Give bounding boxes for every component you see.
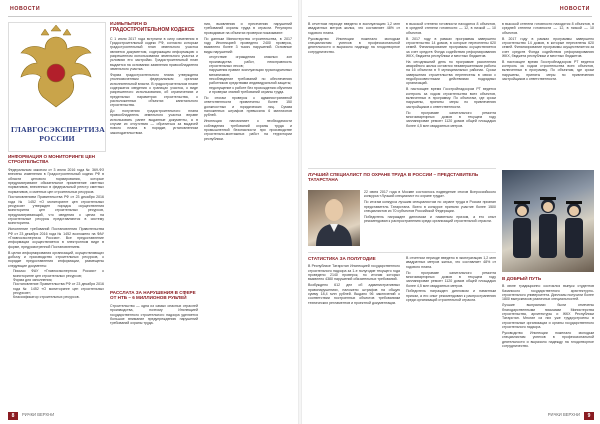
page-number-left: 8: [8, 412, 18, 420]
glavgosexpertiza-logo: [8, 22, 106, 152]
paragraph: В 2017 году в рамках программы завершено строительство 14 домов, в которые переселены 620 семей. Финансирование программы осуществляется за счет средств Фонда содействия реформированию ЖКХ, бюджета республики и местных бюджетов.: [406, 36, 496, 58]
paragraph: Возбуждено 612 дел об административных правонарушениях, наложено штрафов на общую сумму 18,4 млн рублей. Выдано 96 заключений о соответствии построенных объектов требованиям технических регламентов и проектной документации.: [308, 283, 400, 305]
paragraph: В настоящее время Госстройнадзором РТ ведется контроль за ходом строительства всех объектов, включенных в программу. По объектам, где сроки нарушены, приняты меры по привлечению застройщиков к ответственности.: [406, 87, 496, 109]
paragraph: в высокой степени готовности находятся 8 объектов, в средней степени готовности — 12, в низкой — 10 объектов.: [406, 22, 496, 35]
documents-list: [8, 269, 104, 299]
paragraph: На сегодняшний день по программе расселения аварийного жилья остаются незавершенными работы на 16 объектах в 9 муниципальных районах. Сроки завершения строительства перенесены в связи с недобросовестными действиями подрядных организаций.: [406, 59, 496, 86]
paragraph: Лучшие выпускники были отмечены благодарственными письмами Министерства строительства, архитектуры и ЖКХ Республики Татарстан. Многие из них уже трудоустроены в строительные организации и органы государственного строительного надзора.: [502, 303, 594, 329]
feature-text: [364, 190, 496, 248]
running-head-left: НОВОСТИ: [10, 6, 41, 12]
good-luck-heading: В ДОБРЫЙ ПУТЬ: [502, 276, 542, 281]
paragraph: Строительство — одна из самых опасных отраслей производства, поэтому Инспекцией государственного строительного надзора уделяется большое внимание предупреждению нарушений требований охраны труда.: [110, 303, 198, 326]
right-col-3: [502, 276, 594, 406]
section-divider: [308, 168, 496, 169]
page-number-right: 9: [584, 412, 594, 420]
eagle-emblem-icon: [9, 23, 103, 123]
paragraph: Победитель награжден дипломом и памятным призом, а его опыт рекомендован к распространению среди организаций строительной отрасли.: [406, 289, 496, 303]
header-rule: [308, 16, 592, 17]
footer-right: РИЧКИ ВЕРХНИ: [547, 412, 580, 417]
paragraph: В отчетном периоде введено в эксплуатацию 1,2 млн квадратных метров жилья, что составляет 48% от годового плана.: [406, 256, 496, 269]
paragraph: Форма градостроительного плана утверждена уполномоченным федеральным органом исполнительной власти. В градостроительном плане содержатся сведения о границах участка, о виде разрешенного использования, об ограничениях и предельных параметрах строительства, о расположенных объектах капитального строительства.: [110, 72, 198, 108]
paragraph: Руководство Инспекции пожелало молодым специалистам успехов в профессиональной деятельности и выразило надежду на плодотворное сотрудничество.: [308, 36, 400, 54]
logo-caption: ГЛАВГОСЭКСПЕРТИЗА РОССИИ: [11, 125, 105, 143]
paragraph: В целях информирования организаций, осуществляющих добычу и производство строительных ресурсов, о порядке предоставления информации, размещены следующие документы:: [8, 250, 104, 268]
section-divider: [308, 252, 496, 253]
list-item: • недопущение к работе без прохождения обучения и проверки знаний требований охраны труда.: [209, 86, 292, 95]
person-portrait-icon: [308, 190, 360, 246]
list-item: • Форма для заполнения;: [13, 278, 104, 282]
right-page: [302, 0, 600, 424]
list-item: • нарушения правил эксплуатации грузоподъемных механизмов;: [209, 68, 292, 77]
paragraph: ния, выявлению и пресечению нарушений требований охраны труда в отрасли. Регулярно проводимые на объектах проверки показывают:: [204, 22, 292, 35]
left-col-2b: [110, 290, 198, 406]
paragraph: По программе капитального ремонта многоквартирных домов в текущем году запланирован ремонт 1120 домов общей площадью более 4,5 млн квадратных метров.: [406, 110, 496, 128]
right-col-1: [406, 22, 496, 164]
fines-heading: РАССЛАТА ЗА НАРУШЕНИЯ В СФЕРЕ ОТ НТБ – 6 МИЛЛИОНОВ РУБЛЕЙ: [110, 290, 196, 301]
stats-col-a: [308, 256, 400, 406]
paragraph: В Республике Татарстан Инспекцией государственного строительного надзора за 1-е полугодие текущего года проведено 2140 проверок, по итогам которых выявлено 4380 нарушений обязательных требований.: [308, 264, 400, 282]
left-col-2: [110, 22, 198, 284]
running-head-right: НОВОСТИ: [559, 6, 590, 12]
left-page: [0, 0, 298, 424]
right-col-2: [502, 22, 594, 164]
list-item: • отсутствие ограждения опасных зон производства работ, неисправность строительных лесов;: [209, 55, 292, 68]
stats-heading: СТАТИСТИКА ЗА ПОЛУГОДИЕ: [308, 256, 376, 261]
paragraph: В июне традиционно состоялся выпуск студентов Казанского государственного архитектурно-строительного университета. Дипломы получили более 1800 выпускников различных специальностей.: [502, 284, 594, 302]
paragraph: Инспекция напоминает о необходимости соблюдения требований охраны труда и промышленной безопасности при производстве строительно-монтажных работ на территории республики.: [204, 119, 292, 141]
paragraph: в высокой степени готовности находятся 8 объектов, в средней степени готовности — 12, в низкой — 10 объектов.: [502, 22, 594, 35]
best-specialist-heading: ЛУЧШИЙ СПЕЦИАЛИСТ ПО ОХРАНЕ ТРУДА В РОССИИ – ПРЕДСТАВИТЕЛЬ ТАТАРСТАНА: [308, 172, 479, 183]
stats-col-b: [406, 256, 496, 406]
monitoring-heading: ИНФОРМАЦИЯ О МОНИТОРИНГЕ ЦЕН СТРОИТЕЛЬСТВА: [8, 154, 95, 165]
paragraph: По итогам проверок к административной ответственности привлечены более 150 должностных и юридических лиц. Сумма наложенных штрафов превысила 6 миллионов рублей.: [204, 96, 292, 118]
paragraph: Руководство Инспекции пожелало молодым специалистам успехов в профессиональной деятельности и выразило надежду на плодотворное сотрудничество.: [502, 330, 594, 348]
paragraph: До получения градостроительного плана правообладатель земельного участка вправе использовать ранее выданные документы, а в случае их отсутствия — обратиться за выдачей нового плана в порядке, установленном законодательством.: [110, 109, 198, 135]
left-col-1: [8, 154, 104, 406]
header-rule: [8, 16, 292, 17]
feature-heading-wrap: [308, 172, 496, 188]
left-col-3: [204, 22, 292, 406]
paragraph: Победитель награжден дипломом и памятным призом, а его опыт рекомендован к распространению среди организаций строительной отрасли.: [364, 214, 496, 224]
right-col-0: [308, 22, 400, 164]
specialist-photo: [308, 190, 360, 246]
paragraph: Постановлением Правительства РФ от 23 декабря 2016 года № 1452 «О мониторинге цен строительных ресурсов» утвержден порядок осуществления мониторинга цен строительных ресурсов, предусматривающий, что сведения о ценах на строительные ресурсы представляются в систему мониторинга.: [8, 195, 104, 226]
list-item: • Письмо ФАУ «Главгосэкспертиза России» о мониторинге цен строительных ресурсов;: [13, 269, 104, 278]
paragraph: В 2017 году в рамках программы завершено строительство 14 домов, в которые переселены 620 семей. Финансирование программы осуществляется за счет средств Фонда содействия реформированию ЖКХ, бюджета республики и местных бюджетов.: [502, 36, 594, 58]
paragraph: По итогам конкурса лучшим специалистом по охране труда в России признан представитель Татарстана. Всего в конкурсе приняли участие более 1500 специалистов из 70 субъектов Российской Федерации.: [364, 200, 496, 213]
footer-left: РИЧКИ ВЕРХНИ: [22, 412, 55, 417]
paragraph: В отчетном периоде введено в эксплуатацию 1,2 млн квадратных метров жилья, что составляет 48% от годового плана.: [308, 22, 400, 35]
feature-lead: 22 июня 2017 года в Москве состоялось подведение итогов Всероссийского конкурса «Лучший специалист по охране труда».: [364, 190, 496, 199]
paragraph: В настоящее время Госстройнадзором РТ ведется контроль за ходом строительства всех объектов, включенных в программу. По объектам, где сроки нарушены, приняты меры по привлечению застройщиков к ответственности.: [502, 59, 594, 82]
gradcode-heading: ИЗМЕНЕНИЯ В ГРАДОСТРОИТЕЛЬНОМ КОДЕКСЕ: [110, 22, 195, 33]
violations-list: [204, 55, 292, 94]
graduation-photo: [502, 170, 594, 272]
paragraph: С 1 июля 2017 года вступили в силу изменения в Градостроительный кодекс РФ, согласно которым градостроительный план земельного участка является документом, содержащим информацию о разрешенном использовании земельного участка и условиях его застройки. Градостроительный план выдается на основании заявления правообладателя земельного участка.: [110, 36, 198, 71]
paragraph: По данным Министерства строительства, в 2017 году Инспекцией проведено 2400 проверок, выявлено более 3 тысяч нарушений. Основные виды нарушений:: [204, 36, 292, 54]
paragraph: Федеральным законом от 3 июля 2016 года № 369-ФЗ внесены изменения в Градостроительный кодекс РФ в области ценового нормирования, которые предусматривают обязательное применение сметных нормативов, внесенных в федеральный реестр сметных нормативов, и сметных цен строительных ресурсов.: [8, 167, 104, 194]
graduates-group-icon: [502, 170, 594, 272]
list-item: • Классификатор строительных ресурсов.: [13, 295, 104, 299]
list-item: • Постановление Правительства РФ от 23 декабря 2016 года № 1452 «О мониторинге цен строительных ресурсов»;: [13, 282, 104, 295]
list-item: • несоблюдение требований по обеспечению работников средствами индивидуальной защиты;: [209, 77, 292, 86]
paragraph: По программе капитального ремонта многоквартирных домов в текущем году запланирован ремонт 1120 домов общей площадью более 4,5 млн квадратных метров.: [406, 270, 496, 288]
paragraph: Исполнение требований Постановления Правительства РФ от 23 декабря 2016 года № 1452 возложено на ФАУ «Главгосэкспертиза России». Все предоставление информации осуществляется в электронном виде в форме, предусмотренной Постановлением.: [8, 227, 104, 249]
